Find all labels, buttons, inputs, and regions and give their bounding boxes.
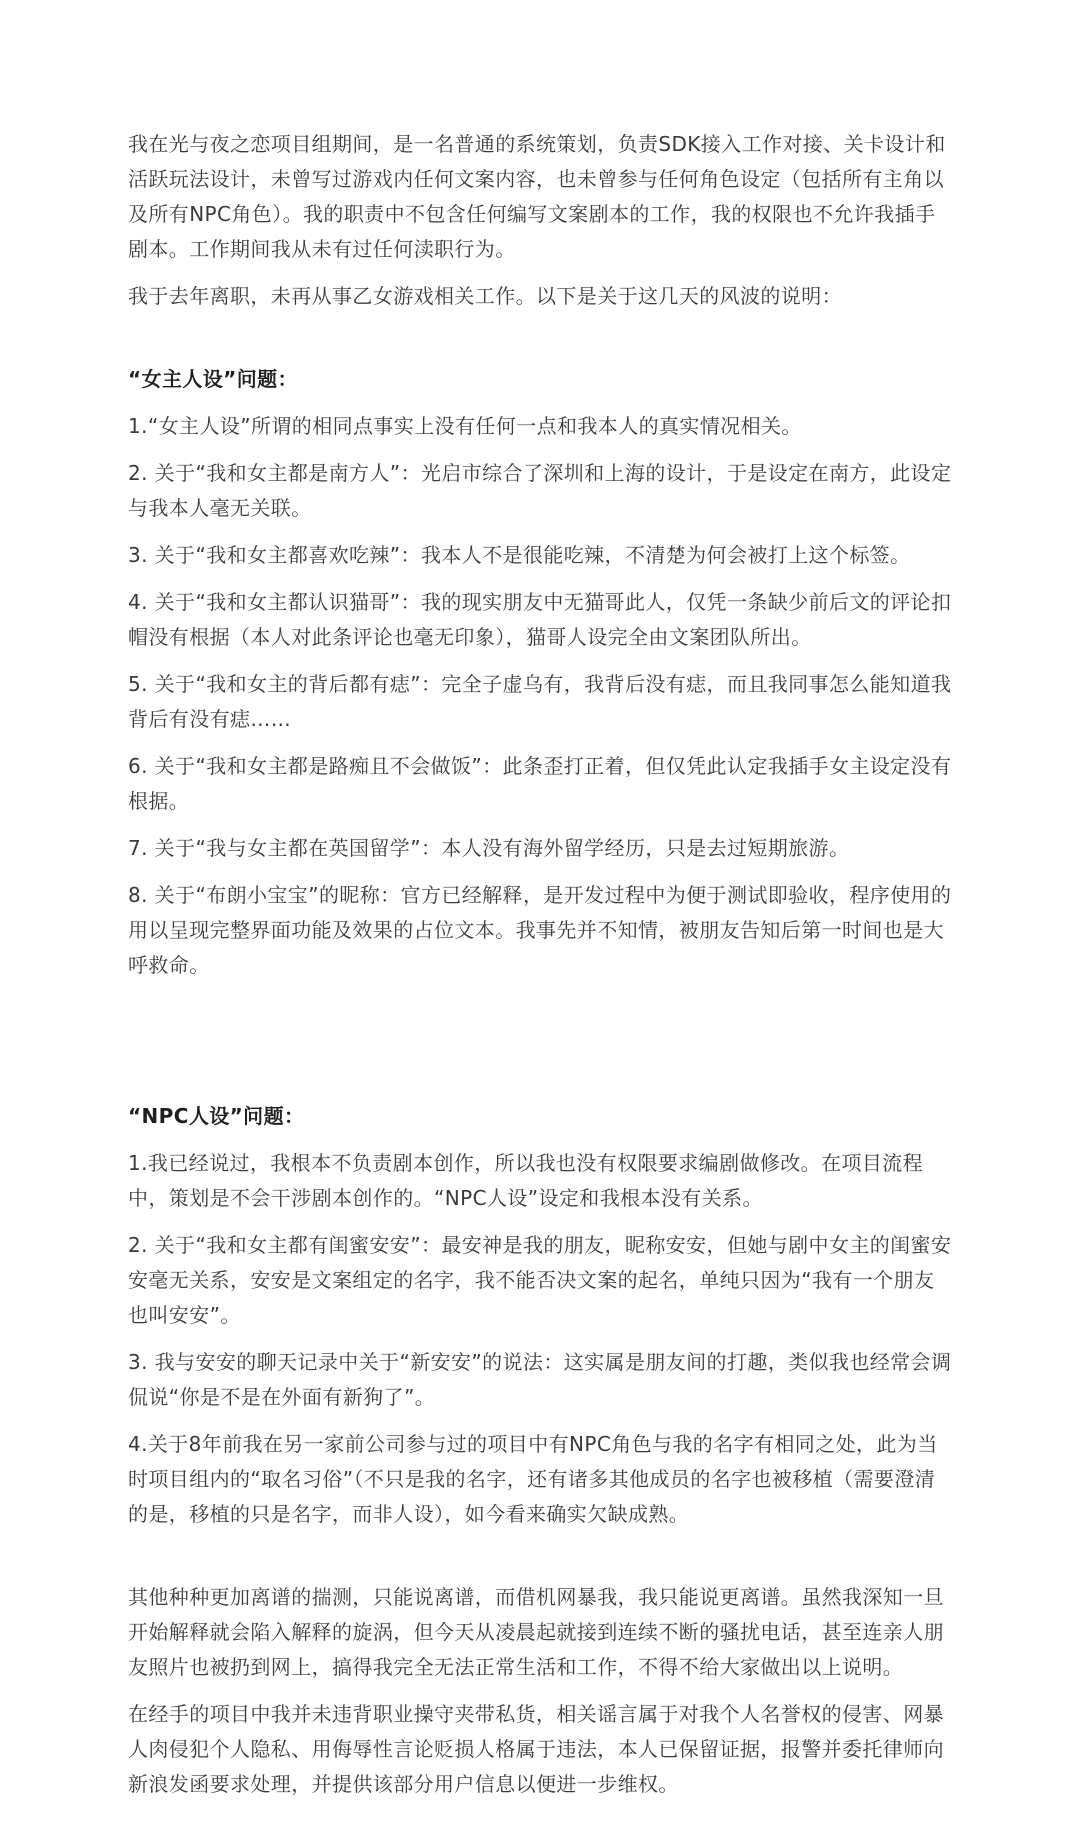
section1-item-8: 8. 关于“布朗小宝宝”的昵称：官方已经解释，是开发过程中为便于测试即验收，程序使用的用以呈现完整界面功能及效果的占位文本。我事先并不知情，被朋友告知后第一时间也是大呼救命。 [128, 883, 952, 977]
section1-item-4: 4. 关于“我和女主都认识猫哥”：我的现实朋友中无猫哥此人，仅凭一条缺少前后文的评论扣帽没有根据（本人对此条评论也毫无印象），猫哥人设完全由文案团队所出。 [128, 590, 952, 649]
section2-item-3: 3. 我与安安的聊天记录中关于“新安安”的说法：这实属是朋友间的打趣，类似我也经常会调侃说“你是不是在外面有新狗了”。 [128, 1350, 952, 1409]
section1-item-6: 6. 关于“我和女主都是路痴且不会做饭”：此条歪打正着，但仅凭此认定我插手女主设定没有根据。 [128, 754, 952, 813]
spacer [128, 983, 952, 1099]
section2-item-4: 4.关于8年前我在另一家前公司参与过的项目中有NPC角色与我的名字有相同之处，此为当时项目组内的“取名习俗”（不只是我的名字，还有诸多其他成员的名字也被移植（需要澄清的是，移植的只是名字，而非人设），如今看来确实欠缺成熟。 [128, 1432, 938, 1526]
intro-paragraph-2: 我于去年离职，未再从事乙女游戏相关工作。以下是关于这几天的风波的说明： [128, 284, 842, 308]
section1-item-1: 1.“女主人设”所谓的相同点事实上没有任何一点和我本人的真实情况相关。 [128, 414, 802, 438]
section1-item-7: 7. 关于“我与女主都在英国留学”：本人没有海外留学经历，只是去过短期旅游。 [128, 836, 850, 860]
section-heading-female-lead: “女主人设”问题： [128, 367, 298, 391]
closing-paragraph-2: 在经手的项目中我并未违背职业操守夹带私货，相关谣言属于对我个人名誉权的侵害、网暴人肉侵犯个人隐私、用侮辱性言论贬损人格属于违法，本人已保留证据，报警并委托律师向新浪发函要求处理，并提供该部分用户信息以便进一步维权。 [128, 1702, 944, 1796]
section1-item-3: 3. 关于“我和女主都喜欢吃辣”：我本人不是很能吃辣，不清楚为何会被打上这个标签。 [128, 543, 911, 567]
spacer [128, 1532, 952, 1580]
closing-paragraph-1: 其他种种更加离谱的揣测，只能说离谱，而借机网暴我，我只能说更离谱。虽然我深知一旦开始解释就会陷入解释的旋涡，但今天从凌晨起就接到连续不断的骚扰电话，甚至连亲人朋友照片也被扔到网上，搞得我完全无法正常生活和工作，不得不给大家做出以上说明。 [128, 1585, 944, 1679]
section2-item-2: 2. 关于“我和女主都有闺蜜安安”：最安神是我的朋友，昵称安安，但她与剧中女主的闺蜜安安毫无关系，安安是文案组定的名字，我不能否决文案的起名，单纯只因为“我有一个朋友也叫安安”。 [128, 1233, 952, 1327]
section2-item-1: 1.我已经说过，我根本不负责剧本创作，所以我也没有权限要求编剧做修改。在项目流程中，策划是不会干涉剧本创作的。“NPC人设”设定和我根本没有关系。 [128, 1151, 924, 1210]
section1-item-5: 5. 关于“我和女主的背后都有痣”：完全子虚乌有，我背后没有痣，而且我同事怎么能知道我背后有没有痣…… [128, 672, 952, 731]
section1-item-2: 2. 关于“我和女主都是南方人”：光启市综合了深圳和上海的设计，于是设定在南方，此设定与我本人毫无关联。 [128, 461, 952, 520]
section-heading-npc: “NPC人设”问题： [128, 1104, 305, 1128]
intro-paragraph-1: 我在光与夜之恋项目组期间，是一名普通的系统策划，负责SDK接入工作对接、关卡设计和活跃玩法设计，未曾写过游戏内任何文案内容，也未曾参与任何角色设定（包括所有主角以及所有NPC角色）。我的职责中不包含任何编写文案剧本的工作，我的权限也不允许我插手剧本。工作期间我从未有过任何渎职行为。 [128, 132, 946, 261]
spacer [128, 314, 952, 362]
